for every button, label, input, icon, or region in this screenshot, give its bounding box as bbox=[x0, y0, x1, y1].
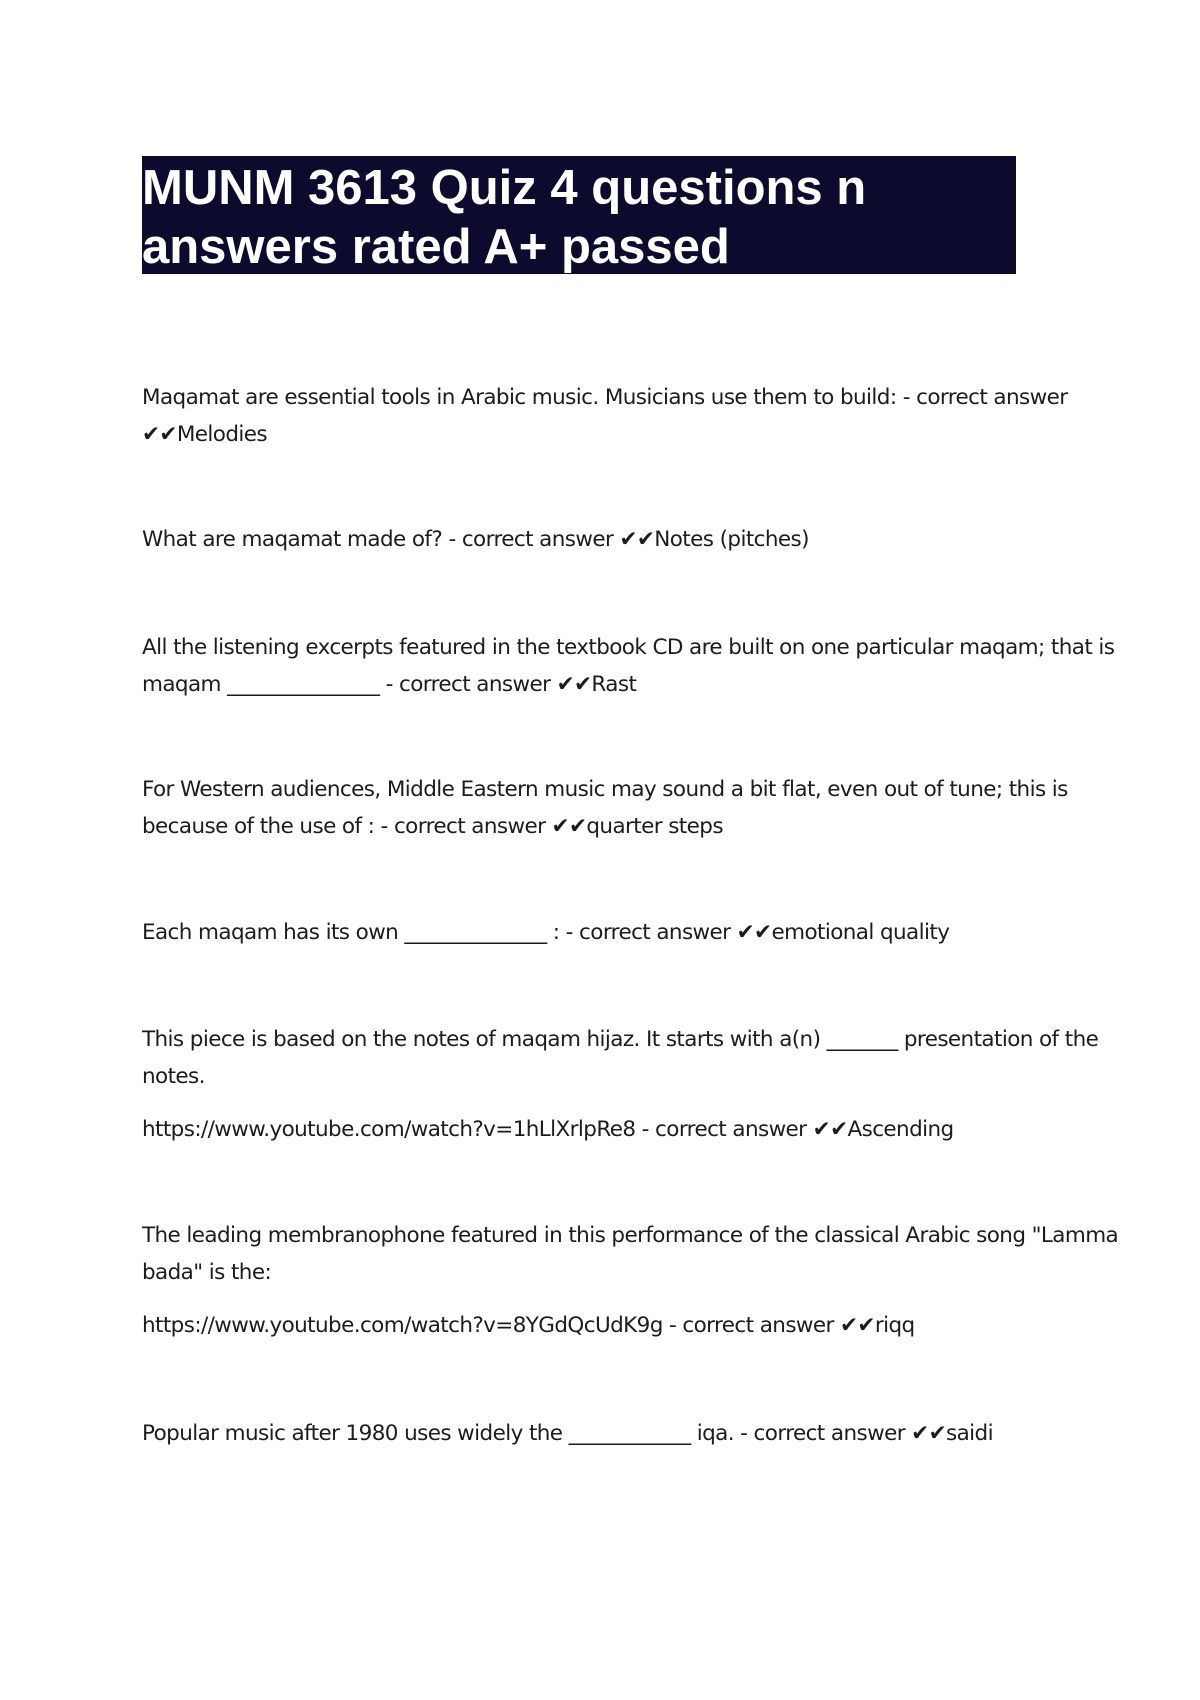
qa-item-7-link-line: https://www.youtube.com/watch?v=8YGdQcUdK9g - correct answer ✔✔riqq bbox=[142, 1313, 915, 1338]
qa-item-7-link bbox=[142, 1307, 1062, 1344]
qa-item-5 bbox=[142, 914, 1062, 951]
qa-item-6 bbox=[142, 1021, 1099, 1095]
qa-item-6-link-line: https://www.youtube.com/watch?v=1hLlXrlpRe8 - correct answer ✔✔Ascending bbox=[142, 1117, 954, 1142]
qa-item-7-line-2: bada" is the: bbox=[142, 1260, 272, 1285]
qa-item-1-line-2: ✔✔Melodies bbox=[142, 422, 267, 447]
qa-item-2-line-1: What are maqamat made of? - correct answer ✔✔Notes (pitches) bbox=[142, 527, 809, 552]
qa-item-2 bbox=[142, 521, 1062, 558]
qa-item-1-line-1: Maqamat are essential tools in Arabic music. Musicians use them to build: - correct answer bbox=[142, 385, 1068, 410]
qa-item-6-line-1: This piece is based on the notes of maqam hijaz. It starts with a(n) _______ presentation of the bbox=[142, 1027, 1099, 1052]
page-title-line-2: answers rated A+ passed bbox=[142, 220, 730, 274]
qa-item-8 bbox=[142, 1415, 1062, 1452]
page-title-line-1: MUNM 3613 Quiz 4 questions n bbox=[142, 161, 867, 215]
qa-item-4-line-2: because of the use of : - correct answer ✔✔quarter steps bbox=[142, 814, 723, 839]
qa-item-8-line-1: Popular music after 1980 uses widely the ____________ iqa. - correct answer ✔✔saidi bbox=[142, 1421, 993, 1446]
title-banner bbox=[142, 156, 1016, 274]
qa-item-4-line-1: For Western audiences, Middle Eastern music may sound a bit flat, even out of tune; this is bbox=[142, 777, 1068, 802]
qa-item-7 bbox=[142, 1217, 1119, 1291]
qa-item-3-line-1: All the listening excerpts featured in the textbook CD are built on one particular maqam; that is bbox=[142, 635, 1115, 660]
qa-item-1 bbox=[142, 379, 1068, 453]
qa-item-5-line-1: Each maqam has its own ______________ : - correct answer ✔✔emotional quality bbox=[142, 920, 950, 945]
qa-item-3 bbox=[142, 629, 1115, 703]
qa-item-4 bbox=[142, 771, 1068, 845]
qa-item-6-link bbox=[142, 1111, 1062, 1148]
qa-item-7-line-1: The leading membranophone featured in this performance of the classical Arabic song "Lamma bbox=[142, 1223, 1119, 1248]
qa-item-6-line-2: notes. bbox=[142, 1064, 205, 1089]
qa-item-3-line-2: maqam _______________ - correct answer ✔✔Rast bbox=[142, 672, 637, 697]
